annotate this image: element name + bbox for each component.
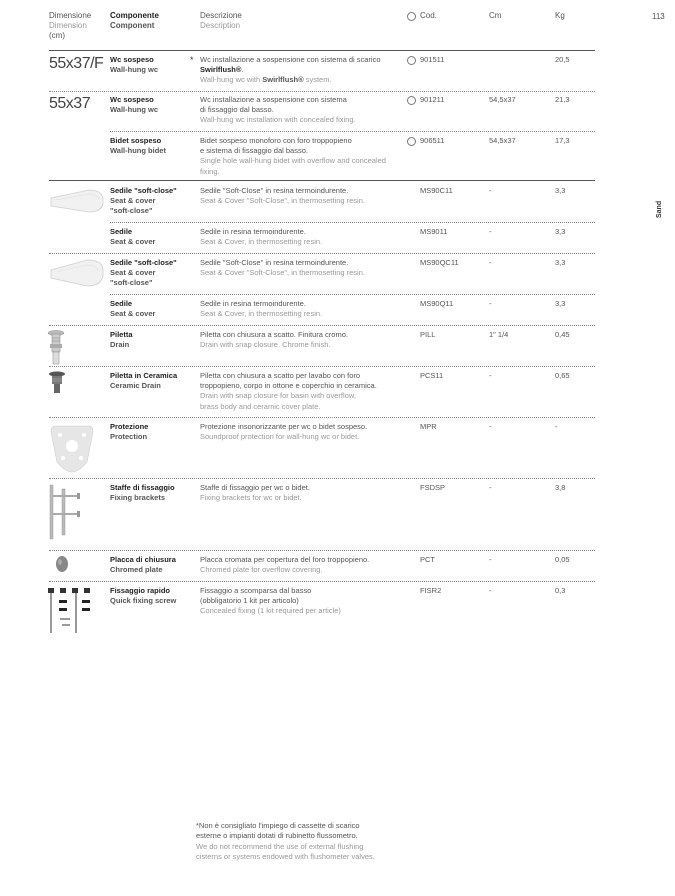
row-cm: 54,5x37 xyxy=(489,95,516,104)
row-description: Sedile in resina termoindurente. Seat & Cover, in thermosetting resin. xyxy=(200,227,323,247)
row-dimension: 55x37 xyxy=(49,95,91,112)
row-kg: 21,3 xyxy=(555,95,570,104)
row-divider xyxy=(49,253,595,254)
row-kg: 3,3 xyxy=(555,299,566,308)
row-description: Piletta con chiusura a scatto. Finitura cromo. Drain with snap closure. Chrome finish. xyxy=(200,330,348,350)
row-description: Protezione insonorizzante per wc o bidet sospeso. Soundproof protection for wall-hung wc or bidet. xyxy=(200,422,368,442)
fixing-brackets-icon xyxy=(48,483,84,541)
row-kg: 20,5 xyxy=(555,55,570,64)
row-code: MPR xyxy=(420,422,437,431)
row-component: Sedile Seat & cover xyxy=(110,227,156,246)
row-description: Wc installazione a sospensione con sistema di fissaggio dal basso. Wall-hung wc installation with concealed fixing. xyxy=(200,95,356,125)
row-code: FSDSP xyxy=(420,483,446,492)
row-cm: 1" 1/4 xyxy=(489,330,509,339)
header-description-it: Descrizione xyxy=(200,11,242,20)
circle-icon xyxy=(407,96,416,105)
header-component-it: Componente xyxy=(110,11,159,20)
row-description: Fissaggio a scomparsa dal basso (obbligatorio 1 kit per articolo) Concealed fixing (1 kit required per article) xyxy=(200,586,341,616)
row-component: Wc sospeso Wall-hung wc xyxy=(110,95,159,114)
row-component: Wc sospeso Wall-hung wc xyxy=(110,55,159,74)
row-divider xyxy=(110,294,595,295)
row-description: Bidet sospeso monoforo con foro troppopieno e sistema di fissaggio dal basso. Single hole wall-hung bidet with overflow and concealed fixing. xyxy=(200,136,386,176)
header-circle-icon xyxy=(407,12,416,21)
row-cm: - xyxy=(489,422,492,431)
row-kg: 3,3 xyxy=(555,227,566,236)
row-code: PCS11 xyxy=(420,371,444,380)
ceramic-drain-icon xyxy=(48,371,66,395)
row-cm: - xyxy=(489,586,492,595)
row-component: Fissaggio rapido Quick fixing screw xyxy=(110,586,177,605)
row-divider xyxy=(110,222,595,223)
row-kg: 3,3 xyxy=(555,258,566,267)
header-code: Cod. xyxy=(420,11,437,20)
row-kg: - xyxy=(555,422,558,431)
row-component: Staffe di fissaggio Fixing brackets xyxy=(110,483,175,502)
row-component: Protezione Protection xyxy=(110,422,149,441)
row-code: 901211 xyxy=(420,95,445,104)
side-label: Sand xyxy=(656,200,663,218)
row-description: Staffe di fissaggio per wc o bidet. Fixing brackets for wc or bidet. xyxy=(200,483,310,503)
header-rule xyxy=(49,50,595,51)
row-dimension: 55x37/F xyxy=(49,55,104,72)
header-cm: Cm xyxy=(489,11,502,20)
row-divider xyxy=(49,581,595,582)
row-divider xyxy=(49,91,595,92)
header-dimension-it: Dimensione xyxy=(49,11,92,20)
row-divider xyxy=(110,131,595,132)
row-divider xyxy=(49,325,595,326)
row-kg: 0,65 xyxy=(555,371,570,380)
row-code: 901511 xyxy=(420,55,445,64)
row-cm: - xyxy=(489,483,492,492)
row-cm: - xyxy=(489,299,492,308)
drain-icon xyxy=(46,330,66,366)
row-code: PILL xyxy=(420,330,436,339)
row-divider xyxy=(49,478,595,479)
row-description: Piletta con chiusura a scatto per lavabo con foro troppopieno, corpo in ottone e coperchio in ceramica. Drain with snap closure for basin with overflow, brass body and ceramic cover plate. xyxy=(200,371,377,411)
circle-icon xyxy=(407,56,416,65)
row-component: Placca di chiusura Chromed plate xyxy=(110,555,176,574)
row-component: Bidet sospeso Wall-hung bidet xyxy=(110,136,166,155)
row-cm: - xyxy=(489,227,492,236)
row-component: Sedile Seat & cover xyxy=(110,299,156,318)
page-number: 113 xyxy=(652,12,665,21)
chromed-plate-icon xyxy=(54,555,70,573)
row-cm: 54,5x37 xyxy=(489,136,516,145)
row-kg: 0,45 xyxy=(555,330,570,339)
row-component: Piletta Drain xyxy=(110,330,133,349)
row-cm: - xyxy=(489,371,492,380)
row-component: Piletta in Ceramica Ceramic Drain xyxy=(110,371,178,390)
soundproof-protection-icon xyxy=(49,422,95,474)
header-dimension xyxy=(49,11,91,41)
row-code: MS90C11 xyxy=(420,186,453,195)
row-code: 906511 xyxy=(420,136,445,145)
row-kg: 0,05 xyxy=(555,555,570,564)
row-component: Sedile "soft-close" Seat & cover "soft-close" xyxy=(110,258,177,287)
row-description: Sedile "Soft-Close" in resina termoindurente. Seat & Cover "Soft-Close", in thermosetting resin. xyxy=(200,186,365,206)
row-kg: 3,3 xyxy=(555,186,566,195)
footnote: *Non è consigliato l'impiego di cassette di scarico esterne o impianti dotati di rubinetto flussometro. We do not recommend the use of external flushing cisterns or systems endowed with flushometer valves. xyxy=(196,821,375,861)
row-code: MS9011 xyxy=(420,227,448,236)
row-description: Wc installazione a sospensione con sistema di scarico Swirlflush®. Wall-hung wc with Swirlflush® system. xyxy=(200,55,381,85)
row-description: Sedile "Soft-Close" in resina termoindurente. Seat & Cover "Soft-Close", in thermosetting resin. xyxy=(200,258,365,278)
row-code: FISR2 xyxy=(420,586,442,595)
header-dimension-unit: (cm) xyxy=(49,31,65,40)
row-cm: - xyxy=(489,186,492,195)
footnote-star: * xyxy=(190,55,194,65)
row-divider xyxy=(49,417,595,418)
header-kg: Kg xyxy=(555,11,565,20)
row-divider xyxy=(49,366,595,367)
quick-fixing-screw-icon xyxy=(46,586,92,638)
row-code: MS90Q11 xyxy=(420,299,454,308)
row-description: Sedile in resina termoindurente. Seat & Cover, in thermosetting resin. xyxy=(200,299,323,319)
row-divider xyxy=(49,550,595,551)
row-kg: 3,8 xyxy=(555,483,566,492)
seat-square-icon xyxy=(49,258,105,290)
row-component: Sedile "soft-close" Seat & cover "soft-close" xyxy=(110,186,177,215)
row-code: MS90QC11 xyxy=(420,258,459,267)
header-component xyxy=(110,11,159,31)
row-code: PCT xyxy=(420,555,435,564)
header-component-en: Component xyxy=(110,21,155,30)
row-kg: 0,3 xyxy=(555,586,566,595)
header-dimension-en: Dimension xyxy=(49,21,87,30)
section-rule xyxy=(49,180,595,181)
circle-icon xyxy=(407,137,416,146)
row-kg: 17,3 xyxy=(555,136,570,145)
header-description-en: Description xyxy=(200,21,241,30)
row-cm: - xyxy=(489,258,492,267)
header-description xyxy=(200,11,242,31)
row-cm: - xyxy=(489,555,492,564)
row-description: Placca cromata per copertura del foro troppopieno. Chromed plate for overflow covering. xyxy=(200,555,370,575)
seat-soft-close-icon xyxy=(49,188,105,216)
